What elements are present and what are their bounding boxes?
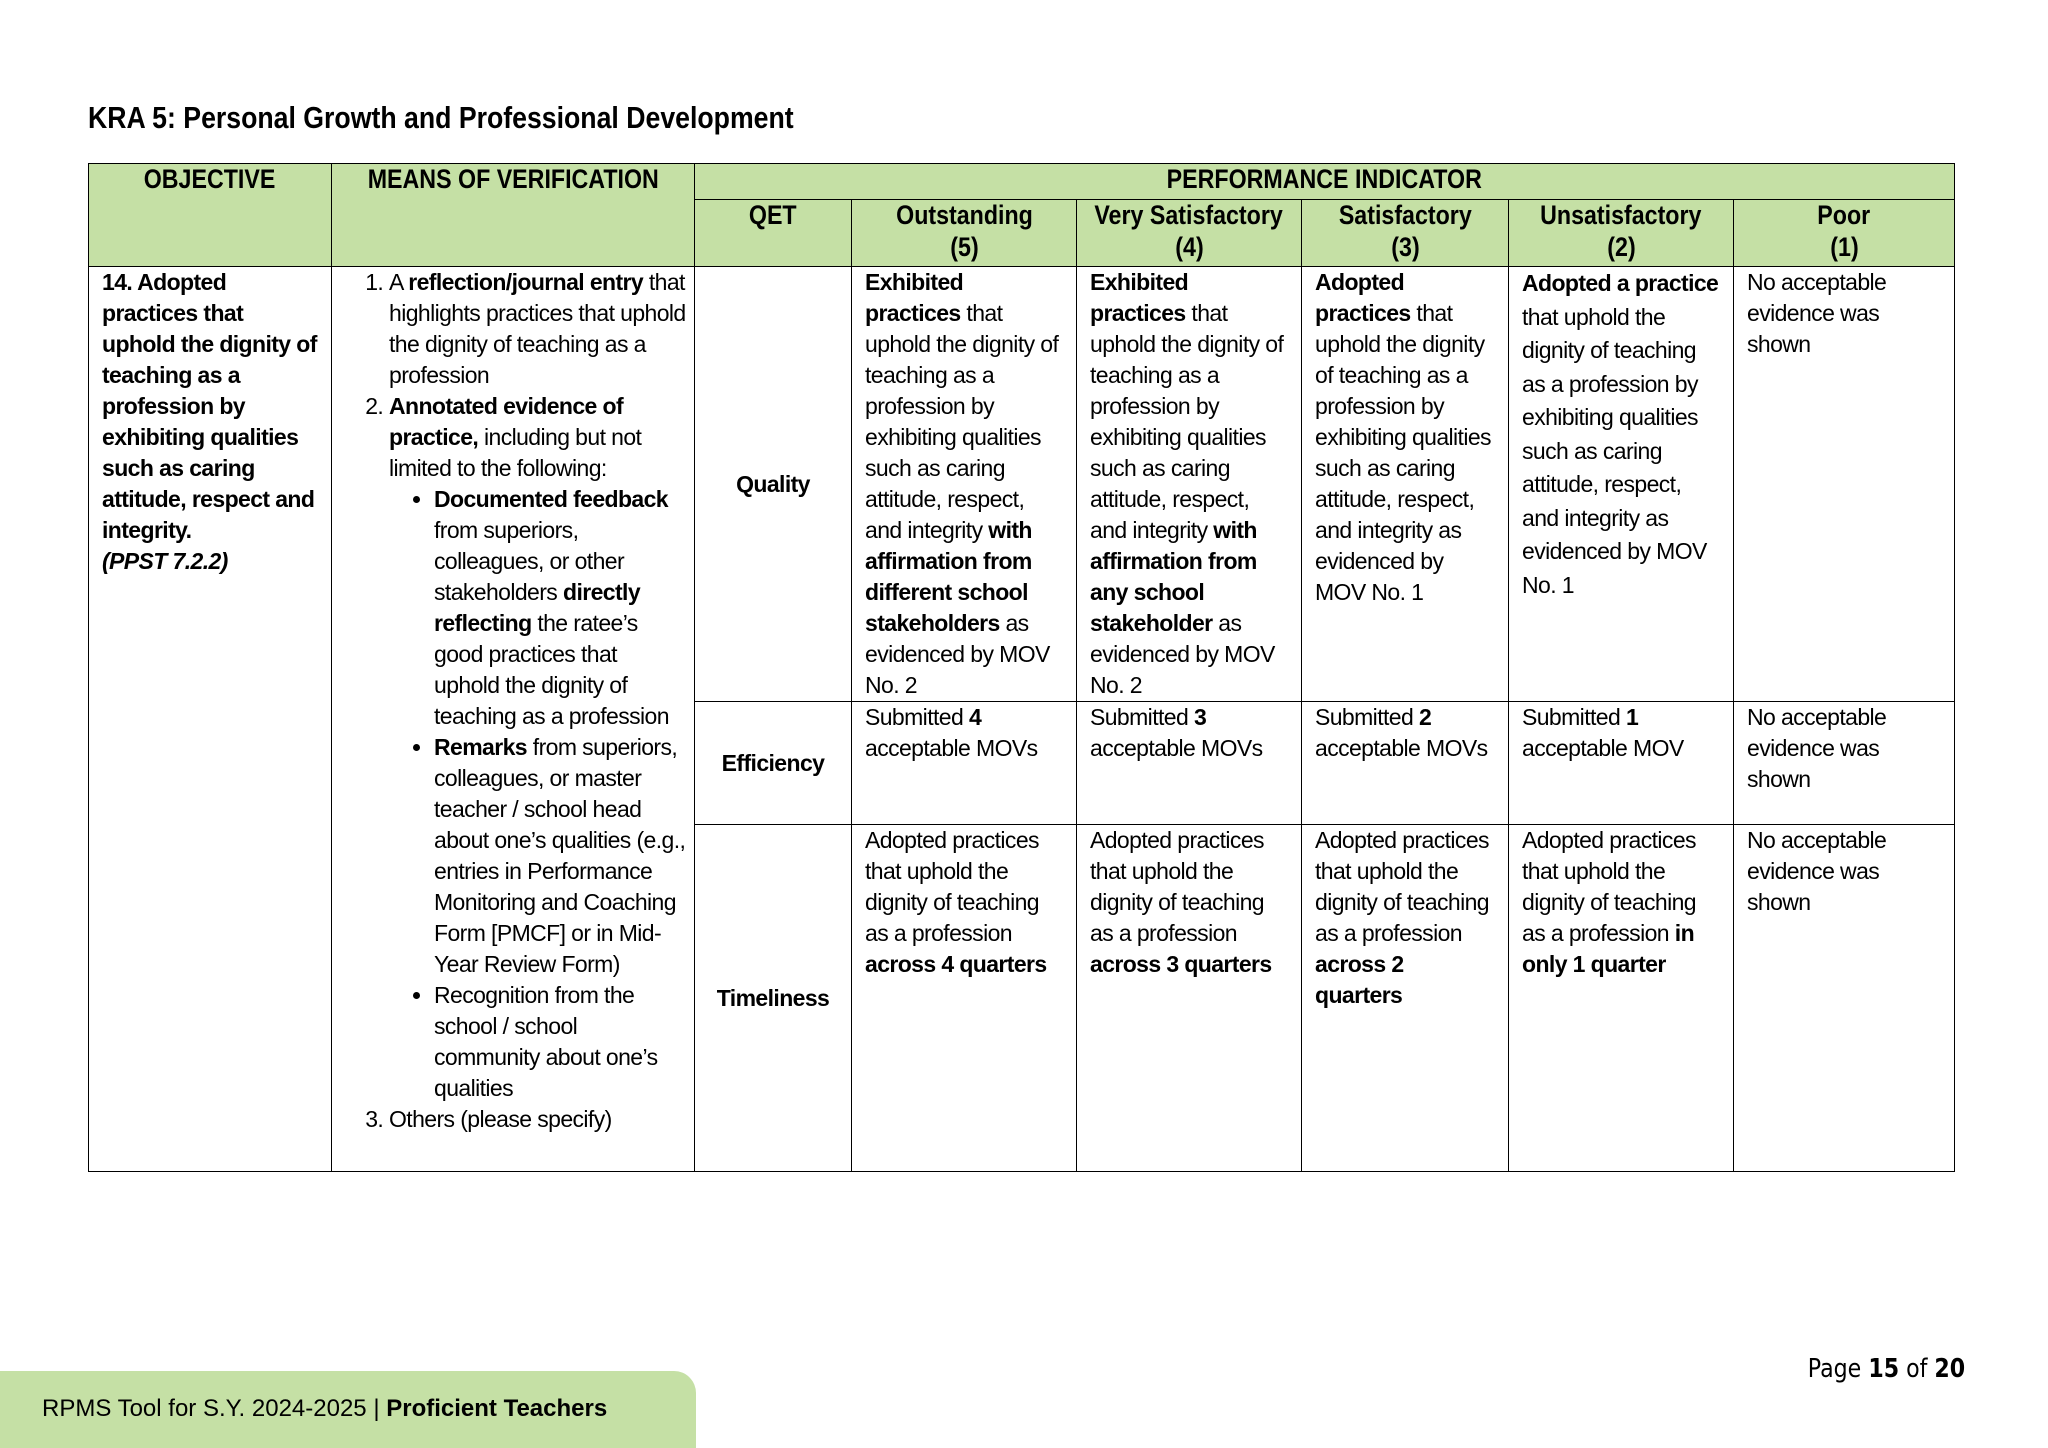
mov-sublist: [389, 484, 686, 1104]
header-level-satisfactory: Satisfactory (3): [1302, 200, 1509, 267]
header-qet: QET: [695, 200, 852, 267]
quality-satisfactory: Adopted practices that uphold the dignity of teaching as a profession by exhibiting qualities such as caring attitude, respect, and integrity as evidenced by MOV No. 1: [1302, 267, 1509, 702]
timeliness-poor: No acceptable evidence was shown: [1734, 825, 1955, 1172]
quality-unsatisfactory: Adopted a practice that uphold the dignity of teaching as a profession by exhibiting qualities such as caring attitude, respect, and integrity as evidenced by MOV No. 1: [1509, 267, 1734, 702]
qet-efficiency: Efficiency: [695, 702, 852, 825]
mov-sub-item-feedback: • Documented feedback from superiors, colleagues, or other stakeholders directly reflecting the ratee’s good practices that uphold the dignity of teaching as a profession: [434, 484, 686, 732]
mov-list: [332, 267, 686, 1135]
timeliness-very-satisfactory: Adopted practices that uphold the dignity of teaching as a profession across 3 quarters: [1077, 825, 1302, 1172]
quality-poor: No acceptable evidence was shown: [1734, 267, 1955, 702]
objective-code: (PPST 7.2.2): [102, 548, 228, 574]
page-number: Page 15 of 20: [1807, 1354, 1965, 1384]
timeliness-unsatisfactory: Adopted practices that uphold the dignity of teaching as a profession in only 1 quarter: [1509, 825, 1734, 1172]
mov-item-1: 1. A reflection/journal entry that highlights practices that uphold the dignity of teaching as a profession: [389, 267, 686, 391]
timeliness-satisfactory: Adopted practices that uphold the dignity of teaching as a profession across 2 quarters: [1302, 825, 1509, 1172]
efficiency-satisfactory: Submitted 2 acceptable MOVs: [1302, 702, 1509, 825]
efficiency-very-satisfactory: Submitted 3 acceptable MOVs: [1077, 702, 1302, 825]
header-means-of-verification: MEANS OF VERIFICATION: [332, 164, 695, 267]
mov-sub-item-remarks: • Remarks from superiors, colleagues, or master teacher / school head about one’s qualities (e.g., entries in Performance Monitoring and Coaching Form [PMCF] or in Mid-Year Review Form): [434, 732, 686, 980]
footer-document-label: RPMS Tool for S.Y. 2024-2025 | Proficient Teachers: [42, 1395, 608, 1422]
qet-quality: Quality: [695, 267, 852, 702]
header-level-unsatisfactory: Unsatisfactory (2): [1509, 200, 1734, 267]
timeliness-outstanding: Adopted practices that uphold the dignity of teaching as a profession across 4 quarters: [852, 825, 1077, 1172]
header-level-outstanding: Outstanding (5): [852, 200, 1077, 267]
objective-text: 14. Adopted practices that uphold the dignity of teaching as a profession by exhibiting qualities such as caring attitude, respect and integrity.: [102, 269, 317, 543]
mov-item-3: 3. Others (please specify): [389, 1104, 686, 1135]
header-level-very-satisfactory: Very Satisfactory (4): [1077, 200, 1302, 267]
efficiency-unsatisfactory: Submitted 1 acceptable MOV: [1509, 702, 1734, 825]
efficiency-poor: No acceptable evidence was shown: [1734, 702, 1955, 825]
objective-cell: [89, 267, 332, 1172]
mov-sub-item-recognition: • Recognition from the school / school community about one’s qualities: [434, 980, 686, 1104]
efficiency-outstanding: Submitted 4 acceptable MOVs: [852, 702, 1077, 825]
page-title: KRA 5: Personal Growth and Professional Development: [88, 100, 794, 135]
header-performance-indicator: PERFORMANCE INDICATOR: [695, 164, 1955, 200]
quality-very-satisfactory: Exhibited practices that uphold the dignity of teaching as a profession by exhibiting qualities such as caring attitude, respect, and integrity with affirmation from any school stakeholder as evidenced by MOV No. 2: [1077, 267, 1302, 702]
header-level-poor: Poor (1): [1734, 200, 1955, 267]
qet-timeliness: Timeliness: [695, 825, 852, 1172]
quality-outstanding: Exhibited practices that uphold the dignity of teaching as a profession by exhibiting qualities such as caring attitude, respect, and integrity with affirmation from different school stakeholders as evidenced by MOV No. 2: [852, 267, 1077, 702]
header-objective: OBJECTIVE: [89, 164, 332, 267]
mov-item-2: 2. Annotated evidence of practice, including but not limited to the following: • Documented feedback from superiors, colleagues, or other stakeholders directly reflecting the ratee’s good practices that uphold the dignity of teaching as a profession • Remarks from superiors, colleagues, or master teacher / school head about one’s qualities (e.g., entries in Performance Monitoring and Coaching Form [PMCF] or in Mid-Year Review Form) • Recognition from the school / school community about one’s qualities: [389, 391, 686, 1104]
kra-table: [88, 163, 1955, 1172]
mov-cell: [332, 267, 695, 1172]
